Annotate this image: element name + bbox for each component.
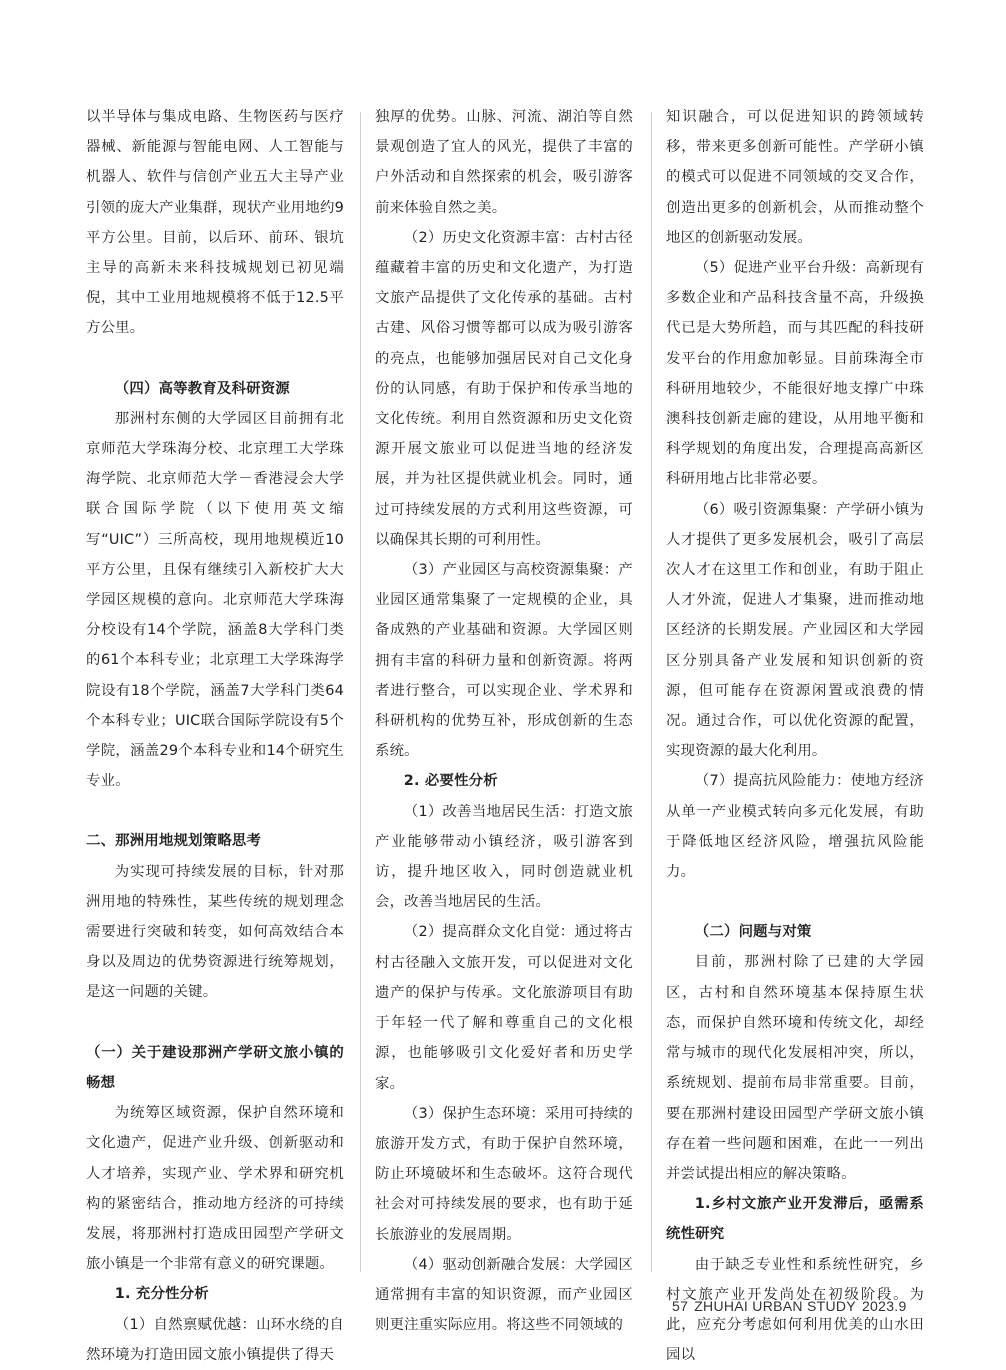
section-heading: （四）高等教育及科研资源 (114, 380, 290, 397)
paragraph: （5）促进产业平台升级：高新现有多数企业和产品科技含量不高，升级换代已是大势所趋，而与其匹配的科技研发平台的作用愈加彰显。目前珠海全市科研用地较少，不能很好地支撑广中珠澳科技创新走廊的建设，从用地平衡和科学规划的角度出发，合理提高高新区科研用地占比非常必要。 (666, 260, 924, 488)
column-1 (86, 102, 344, 1370)
paragraph: 为统筹区域资源，保护自然环境和文化遗产，促进产业升级、创新驱动和人才培养，实现产业、学术界和研究机构的紧密结合，推动地方经济的可持续发展，将那洲村打造成田园型产学研文旅小镇是一个非常有意义的研究课题。 (86, 1105, 344, 1273)
column-3 (666, 102, 924, 1370)
paragraph: （1）改善当地居民生活：打造文旅产业能够带动小镇经济，吸引游客到访，提升地区收入，同时创造就业机会，改善当地居民的生活。 (375, 803, 633, 911)
paragraph: （6）吸引资源集聚：产学研小镇为人才提供了更多发展机会，吸引了高层次人才在这里工作和创业，有助于阻止人才外流，促进人才集聚，进而推动地区经济的长期发展。产业园区和大学园区分别具备产业发展和知识创新的资源，但可能存在资源闲置或浪费的情况。通过合作，可以优化资源的配置，实现资源的最大化利用。 (666, 501, 924, 760)
paragraph: （1）自然禀赋优越：山环水绕的自然环境为打造田园文旅小镇提供了得天 (86, 1316, 344, 1363)
paragraph: 以半导体与集成电路、生物医药与医疗器械、新能源与智能电网、人工智能与机器人、软件与信创产业五大主导产业引领的庞大产业集群，现状产业用地约9平方公里。目前，以后环、前环、银坑主导的高新未来科技城规划已初见端倪，其中工业用地规模将不低于12.5平方公里。 (86, 109, 344, 337)
paragraph: （2）历史文化资源丰富：古村古径蕴藏着丰富的历史和文化遗产，为打造文旅产品提供了文化传承的基础。古村古建、风俗习惯等都可以成为吸引游客的亮点，也能够加强居民对自己文化身份的认同感，有助于保护和传承当地的文化传统。利用自然资源和历史文化资源开展文旅业可以促进当地的经济发展，并为社区提供就业机会。同时，通过可持续发展的方式利用这些资源，可以确保其长期的可利用性。 (375, 229, 633, 548)
paragraph: （4）驱动创新融合发展：大学园区通常拥有丰富的知识资源，而产业园区则更注重实际应用。将这些不同领域的 (375, 1256, 633, 1334)
column-divider (360, 112, 361, 1272)
column-2 (375, 102, 633, 1340)
paragraph: 由于缺乏专业性和系统性研究，乡村文旅产业开发尚处在初级阶段。为此，应充分考虑如何利用优美的山水田园以 (666, 1256, 924, 1364)
page-number: 57 (672, 1298, 689, 1314)
paragraph: 目前，那洲村除了已建的大学园区，古村和自然环境基本保持原生状态，而保护自然环境和传统文化，却经常与城市的现代化发展相冲突，所以，系统规划、提前布局非常重要。目前，要在那洲村建设田园型产学研文旅小镇存在着一些问题和困难，在此一一列出并尝试提出相应的解决策略。 (666, 954, 924, 1182)
section-heading: 1.乡村文旅产业开发滞后，亟需系统性研究 (666, 1196, 924, 1243)
section-heading: （一）关于建设那洲产学研文旅小镇的畅想 (86, 1044, 344, 1091)
section-heading: （二）问题与对策 (694, 924, 812, 941)
paragraph: （3）保护生态环境：采用可持续的旅游开发方式，有助于保护自然环境，防止环境破坏和生态破坏。这符合现代社会对可持续发展的要求，也有助于延长旅游业的发展周期。 (375, 1105, 633, 1243)
journal-name: ZHUHAI URBAN STUDY (694, 1298, 856, 1314)
paragraph: 为实现可持续发展的目标，针对那洲用地的特殊性，某些传统的规划理念需要进行突破和转变，如何高效结合本身以及周边的优势资源进行统筹规划，是这一问题的关键。 (86, 863, 344, 1001)
column-divider (651, 112, 652, 1272)
paragraph: 知识融合，可以促进知识的跨领域转移，带来更多创新可能性。产学研小镇的模式可以促进不同领域的交叉合作，创造出更多的创新机会，从而推动整个地区的创新驱动发展。 (666, 109, 924, 246)
section-heading: 2. 必要性分析 (403, 773, 498, 790)
paragraph: 独厚的优势。山脉、河流、湖泊等自然景观创造了宜人的风光，提供了丰富的户外活动和自然探索的机会，吸引游客前来体验自然之美。 (375, 109, 633, 216)
page-footer (672, 1298, 922, 1314)
paragraph: （3）产业园区与高校资源集聚：产业园区通常集聚了一定规模的企业，具备成熟的产业基础和资源。大学园区则拥有丰富的科研力量和创新资源。将两者进行整合，可以实现企业、学术界和科研机构的优势互补，形成创新的生态系统。 (375, 562, 633, 760)
issue-number: 2023.9 (861, 1298, 907, 1314)
section-heading: 1. 充分性分析 (114, 1286, 209, 1303)
paragraph: （7）提高抗风险能力：使地方经济从单一产业模式转向多元化发展，有助于降低地区经济风险，增强抗风险能力。 (666, 773, 924, 881)
paragraph: 那洲村东侧的大学园区目前拥有北京师范大学珠海分校、北京理工大学珠海学院、北京师范大学－香港浸会大学联合国际学院（以下使用英文缩写“UIC”）三所高校，现用地规模近10平方公里，且保有继续引入新校扩大大学园区规模的意向。北京师范大学珠海分校设有14个学院，涵盖8大学科门类的61个本科专业；北京理工大学珠海学院设有18个学院，涵盖7大学科门类64个本科专业；UIC联合国际学院设有5个学院，涵盖29个本科专业和14个研究生专业。 (86, 410, 344, 790)
paragraph: （2）提高群众文化自觉：通过将古村古径融入文旅开发，可以促进对文化遗产的保护与传承。文化旅游项目有助于年轻一代了解和尊重自己的文化根源，也能够吸引文化爱好者和历史学家。 (375, 924, 633, 1092)
section-heading: 二、那洲用地规划策略思考 (86, 833, 262, 850)
